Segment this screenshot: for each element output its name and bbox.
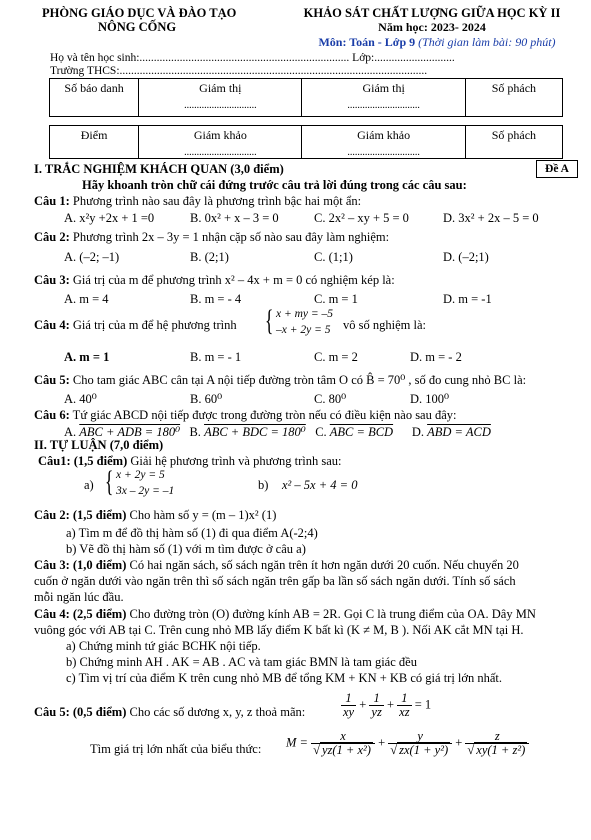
exercise-4: Câu 4: (2,5 điểm) Cho đường tròn (O) đường kính AB = 2R. Gọi C là trung điểm của OA. Dây MN	[34, 607, 536, 621]
q3-option-b: B. m = - 4	[190, 292, 242, 306]
district-name: NÔNG CỐNG	[97, 20, 177, 34]
q4-option-b: B. m = - 1	[190, 350, 242, 364]
m-frac-1: $\frac{x}{\text{√ yz(1 + x²)}}$	[311, 730, 375, 757]
e1-b-equation: x² – 5x + 4 = 0	[282, 478, 358, 492]
school-line: Trường THCS:...........................................................................................................	[50, 65, 428, 77]
e4-b: b) Chứng minh AH . AK = AB . AC và tam giác BMN là tam giác đều	[66, 655, 417, 669]
left-brace: {	[104, 465, 114, 498]
proctor-cell-1: Giám thị .............................	[139, 79, 302, 117]
q1-option-a: A. x²y +2x + 1 =0	[64, 211, 155, 225]
question-4: Câu 4: Giá trị của m để hệ phương trình	[34, 318, 237, 332]
q5-option-d: D. 100⁰	[410, 392, 450, 406]
q2-option-b: B. (2;1)	[190, 250, 229, 264]
code-cell-1: Số phách	[465, 79, 562, 117]
e1-a-label: a)	[84, 478, 94, 492]
cond-frac-1: $\frac{1}{xy}$	[343, 691, 355, 719]
e4-c: c) Tìm vị trí của điểm K trên cung nhỏ MB để tổng KM + KN + KB có giá trị lớn nhất.	[66, 671, 503, 685]
q4-eq2: –x + 2y = 5	[276, 324, 331, 336]
q4-option-d: D. m = - 2	[410, 350, 462, 364]
question-6: Câu 6: Tứ giác ABCD nội tiếp được trong đường tròn nếu có điều kiện nào sau đây:	[34, 408, 457, 422]
q2-option-c: C. (1;1)	[314, 250, 353, 264]
e5-expression: M = $\frac{x}{\text{√ yz(1 + x²)}}$ + $\frac{y}{\text{√ zx(1 + y²)}}$ + $\frac{z}{\text{√ xy(1 + z²)}}$	[286, 730, 529, 757]
student-name-line: Họ và tên học sinh:......................................................................... Lớp:............................	[50, 52, 455, 64]
left-brace: {	[264, 304, 274, 337]
q6-option-d: ABD = ACD	[427, 425, 491, 439]
exercise-2: Câu 2: (1,5 điểm) Cho hàm số y = (m – 1)x² (1)	[34, 508, 277, 522]
q4-option-c: C. m = 2	[314, 350, 358, 364]
exam-code-box: Đề A	[536, 160, 578, 178]
q6-options: A. ABC + ADB = 180⁰ B. ABC + BDC = 180⁰ C. ABC = BCD D. ABD = ACD	[64, 425, 491, 439]
e2-a: a) Tìm m để đồ thị hàm số (1) đi qua điểm A(-2;4)	[66, 526, 318, 540]
q2-option-d: D. (–2;1)	[443, 250, 489, 264]
id-cell: Số báo danh	[50, 79, 139, 117]
q5-option-c: C. 80⁰	[314, 392, 347, 406]
q4-eq1: x + my = –5	[276, 308, 334, 320]
subject: Môn: Toán - Lớp 9	[318, 35, 416, 49]
q6-option-b: ABC + BDC = 180⁰	[204, 425, 306, 439]
subject-line	[292, 35, 582, 50]
code-cell-2: Số phách	[465, 126, 562, 159]
duration: (Thời gian làm bài: 90 phút)	[418, 35, 556, 49]
q6-option-a: ABC + ADB = 180⁰	[79, 425, 181, 439]
department-name: PHÒNG GIÁO DỤC VÀ ĐÀO TẠO	[42, 6, 237, 20]
part1-instruction: Hãy khoanh tròn chữ cái đứng trước câu trả lời đúng trong các câu sau:	[82, 178, 467, 192]
q3-option-c: C. m = 1	[314, 292, 358, 306]
e2-b: b) Vẽ đồ thị hàm số (1) với m tìm được ở câu a)	[66, 542, 306, 556]
school-year: Năm học: 2023- 2024	[378, 20, 486, 34]
q3-option-d: D. m = -1	[443, 292, 492, 306]
q4-option-a: A. m = 1	[64, 350, 110, 364]
q1-option-b: B. 0x² + x – 3 = 0	[190, 211, 279, 225]
exercise-1: Câu1: (1,5 điểm) Giải hệ phương trình và phương trình sau:	[38, 454, 342, 468]
question-2: Câu 2: Phương trình 2x – 3y = 1 nhận cặp số nào sau đây làm nghiệm:	[34, 230, 390, 244]
e1-eq2: 3x – 2y = –1	[116, 485, 175, 497]
cond-frac-2: $\frac{1}{yz}$	[371, 691, 382, 719]
e5-condition: $\frac{1}{xy}$ + $\frac{1}{yz}$ + $\frac{1}{xz}$ = 1	[343, 691, 432, 719]
q6-option-c: ABC = BCD	[329, 425, 394, 439]
question-5: Câu 5: Cho tam giác ABC cân tại A nội tiếp đường tròn tâm O có B̂ = 70⁰ , số đo cung nhỏ BC là:	[34, 373, 527, 387]
question-1: Câu 1: Phương trình nào sau đây là phương trình bậc hai một ẩn:	[34, 194, 362, 208]
grader-table	[49, 125, 563, 159]
question-3: Câu 3: Giá trị của m để phương trình x² – 4x + m = 0 có nghiệm kép là:	[34, 273, 395, 287]
cond-frac-3: $\frac{1}{xz}$	[399, 691, 410, 719]
exercise-3: Câu 3: (1,0 điểm) Có hai ngăn sách, số sách ngăn trên ít hơn ngăn dưới 20 cuốn. Nếu chuyển 20	[34, 558, 519, 572]
part1-title: I. TRẮC NGHIỆM KHÁCH QUAN (3,0 điểm)	[34, 162, 284, 176]
grader-cell-1: Giám khảo .............................	[139, 126, 302, 159]
q2-option-a: A. (–2; –1)	[64, 250, 120, 264]
e4-a: a) Chứng minh tứ giác BCHK nội tiếp.	[66, 639, 261, 653]
q5-option-a: A. 40⁰	[64, 392, 97, 406]
score-cell: Điểm	[50, 126, 139, 159]
exercise-5: Câu 5: (0,5 điểm) Cho các số dương x, y, z thoả mãn:	[34, 705, 306, 719]
q3-option-a: A. m = 4	[64, 292, 109, 306]
q1-option-c: C. 2x² – xy + 5 = 0	[314, 211, 409, 225]
proctor-cell-2: Giám thị .............................	[302, 79, 465, 117]
grader-cell-2: Giám khảo .............................	[302, 126, 465, 159]
q5-option-b: B. 60⁰	[190, 392, 223, 406]
e4-line2: vuông góc với AB tại C. Trên cung nhỏ MB lấy điểm K bất kì (K ≠ M, B ). Nối AK cắt MN tại H.	[34, 623, 524, 637]
q1-option-d: D. 3x² + 2x – 5 = 0	[443, 211, 539, 225]
e3-line2: cuốn ở ngăn dưới vào ngăn trên thì số sách ngăn trên gấp ba lần số sách ngăn dưới. Tính số sách	[34, 574, 516, 588]
e1-eq1: x + 2y = 5	[116, 469, 165, 481]
e1-b-label: b)	[258, 478, 269, 492]
exam-title: KHẢO SÁT CHẤT LƯỢNG GIỮA HỌC KỲ II	[303, 6, 561, 20]
e3-line3: mỗi ngăn lúc đầu.	[34, 590, 124, 604]
e5-find: Tìm giá trị lớn nhất của biểu thức:	[90, 742, 262, 756]
part2-title: II. TỰ LUẬN (7,0 điểm)	[34, 438, 164, 452]
m-frac-3: $\frac{z}{\text{√ xy(1 + z²)}}$	[465, 730, 529, 757]
proctor-table	[49, 78, 563, 117]
m-frac-2: $\frac{y}{\text{√ zx(1 + y²)}}$	[388, 730, 452, 757]
q4-tail: vô số nghiệm là:	[343, 318, 426, 332]
